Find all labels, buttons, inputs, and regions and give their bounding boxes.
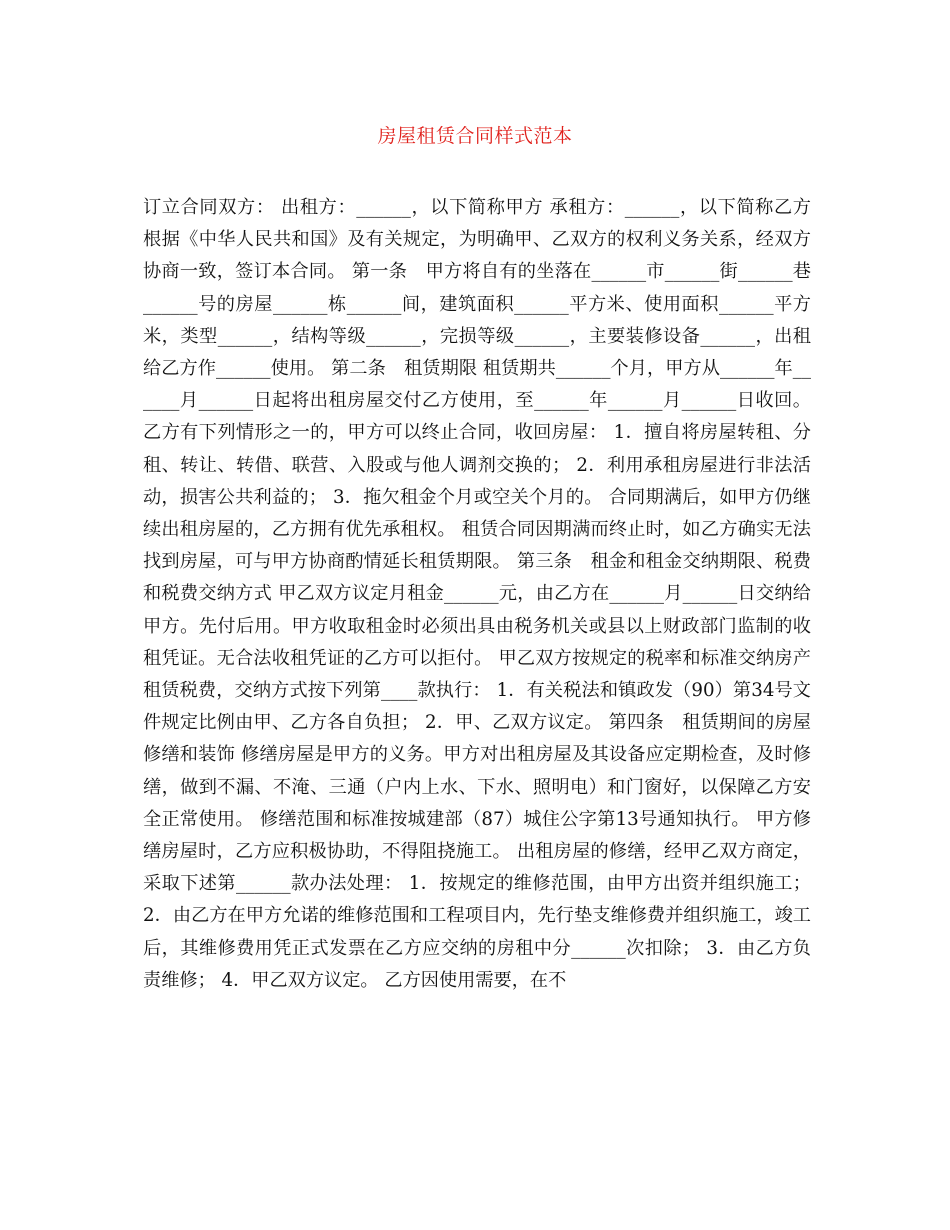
document-title: 房屋租赁合同样式范本: [377, 125, 573, 147]
contract-body-text: 订立合同双方： 出租方：______，以下简称甲方 承租方：______，以下简称乙方 根据《中华人民共和国》及有关规定，为明确甲、乙双方的权利义务关系，经双方协商一致，签订本合同。 第一条 甲方将自有的坐落在______市______街______巷______号的房屋______栋______间，建筑面积______平方米、使用面积______平方米，类型______，结构等级______，完损等级______，主要装修设备______，出租给乙方作______使用。 第二条 租赁期限 租赁期共______个月，甲方从______年______月______日起将出租房屋交付乙方使用，至______年______月______日收回。 乙方有下列情形之一的，甲方可以终止合同，收回房屋： 1．擅自将房屋转租、分租、转让、转借、联营、入股或与他人调剂交换的； 2．利用承租房屋进行非法活动，损害公共利益的； 3．拖欠租金个月或空关个月的。 合同期满后，如甲方仍继续出租房屋的，乙方拥有优先承租权。 租赁合同因期满而终止时，如乙方确实无法找到房屋，可与甲方协商酌情延长租赁期限。 第三条 租金和租金交纳期限、税费和税费交纳方式 甲乙双方议定月租金______元，由乙方在______月______日交纳给甲方。先付后用。甲方收取租金时必须出具由税务机关或县以上财政部门监制的收租凭证。无合法收租凭证的乙方可以拒付。 甲乙双方按规定的税率和标准交纳房产租赁税费，交纳方式按下列第____款执行： 1．有关税法和镇政发（90）第34号文件规定比例由甲、乙方各自负担； 2．甲、乙双方议定。 第四条 租赁期间的房屋修缮和装饰 修缮房屋是甲方的义务。甲方对出租房屋及其设备应定期检查，及时修缮，做到不漏、不淹、三通（户内上水、下水、照明电）和门窗好，以保障乙方安全正常使用。 修缮范围和标准按城建部（87）城住公字第13号通知执行。 甲方修缮房屋时，乙方应积极协助，不得阻挠施工。 出租房屋的修缮，经甲乙双方商定，采取下述第______款办法处理： 1．按规定的维修范围，由甲方出资并组织施工； 2．由乙方在甲方允诺的维修范围和工程项目内，先行垫支维修费并组织施工，竣工后，其维修费用凭正式发票在乙方应交纳的房租中分______次扣除； 3．由乙方负责维修； 4．甲乙双方议定。 乙方因使用需要，在不: [143, 197, 811, 991]
